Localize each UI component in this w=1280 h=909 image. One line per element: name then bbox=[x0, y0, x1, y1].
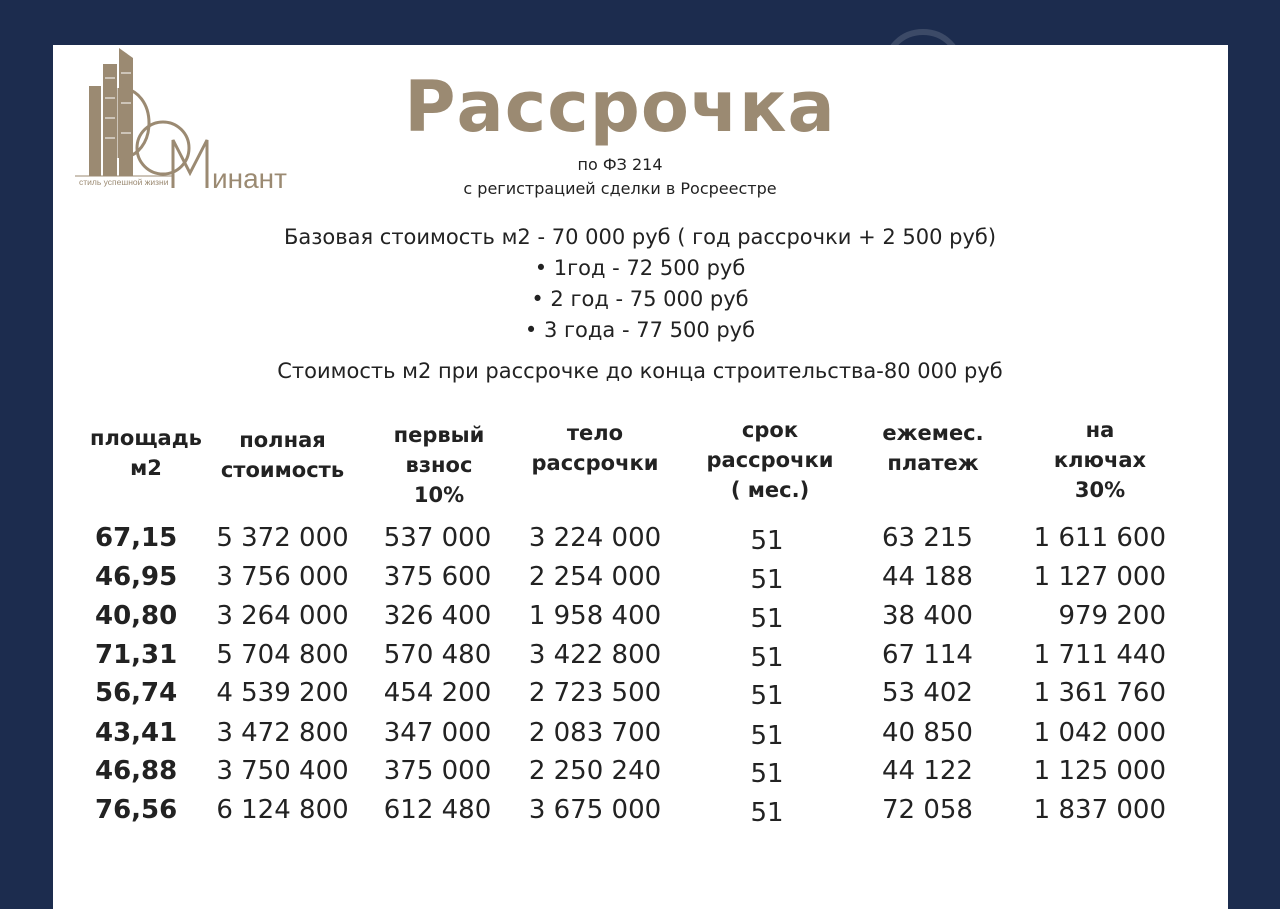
cell-monthly: 63 215 bbox=[882, 523, 973, 553]
house-pin-icon bbox=[878, 28, 968, 118]
cell-installment-body: 2 723 500 bbox=[528, 678, 662, 708]
cell-area: 67,15 bbox=[95, 523, 178, 553]
cell-area: 46,88 bbox=[95, 756, 178, 786]
header-term: срок рассрочки ( мес.) bbox=[706, 418, 834, 502]
cell-area: 43,41 bbox=[95, 718, 178, 748]
completion-price-text: Стоимость м2 при рассрочке до конца строительства-80 000 руб bbox=[277, 359, 1003, 383]
cell-term: 51 bbox=[750, 681, 784, 711]
cell-keys: 1 125 000 bbox=[1033, 756, 1166, 786]
cell-full-price: 3 756 000 bbox=[216, 562, 349, 592]
header-full-price: полная стоимость bbox=[220, 428, 345, 482]
cell-monthly: 72 058 bbox=[882, 795, 973, 825]
svg-text:стиль успешной жизни: стиль успешной жизни bbox=[79, 177, 169, 187]
header-keys: на ключах 30% bbox=[1053, 418, 1147, 502]
page-title: Рассрочка bbox=[404, 66, 836, 148]
cell-installment-body: 2 250 240 bbox=[528, 756, 662, 786]
svg-text:инант: инант bbox=[212, 163, 287, 193]
cell-monthly: 67 114 bbox=[882, 640, 973, 670]
cell-area: 40,80 bbox=[95, 601, 178, 631]
cell-keys: 1 127 000 bbox=[1033, 562, 1166, 592]
watermark-subtitle: НЕДВИЖИМОСТЬ bbox=[978, 90, 1202, 111]
dominant-logo-graphic bbox=[75, 48, 300, 193]
header-area: площадь м2 bbox=[90, 426, 202, 480]
header-first-payment: первый взнос 10% bbox=[393, 423, 485, 507]
cell-monthly: 53 402 bbox=[882, 678, 973, 708]
cell-installment-body: 1 958 400 bbox=[528, 601, 662, 631]
cell-area: 76,56 bbox=[95, 795, 178, 825]
watermark-logo bbox=[878, 28, 1248, 118]
cell-installment-body: 3 675 000 bbox=[528, 795, 662, 825]
cell-full-price: 3 750 400 bbox=[216, 756, 349, 786]
cell-first-payment: 375 600 bbox=[383, 562, 492, 592]
cell-keys: 1 611 600 bbox=[1033, 523, 1166, 553]
cell-keys: 1 361 760 bbox=[1033, 678, 1166, 708]
cell-installment-body: 2 254 000 bbox=[528, 562, 662, 592]
cell-keys: 1 711 440 bbox=[1033, 640, 1166, 670]
cell-monthly: 40 850 bbox=[882, 718, 973, 748]
cell-monthly: 44 188 bbox=[882, 562, 973, 592]
cell-term: 51 bbox=[750, 798, 784, 828]
cell-installment-body: 3 224 000 bbox=[528, 523, 662, 553]
cell-term: 51 bbox=[750, 721, 784, 751]
cell-keys: 979 200 bbox=[1058, 601, 1166, 631]
subtitle-law: по ФЗ 214 bbox=[577, 155, 663, 174]
header-monthly: ежемес. платеж bbox=[882, 421, 984, 475]
cell-full-price: 3 264 000 bbox=[216, 601, 349, 631]
cell-installment-body: 2 083 700 bbox=[528, 718, 662, 748]
cell-first-payment: 454 200 bbox=[383, 678, 492, 708]
cell-full-price: 5 704 800 bbox=[216, 640, 349, 670]
price-bullet-2: • 2 год - 75 000 руб bbox=[531, 287, 749, 311]
cell-monthly: 38 400 bbox=[882, 601, 973, 631]
cell-first-payment: 326 400 bbox=[383, 601, 492, 631]
cell-first-payment: 347 000 bbox=[383, 718, 492, 748]
watermark-name: ONREALT bbox=[978, 40, 1222, 91]
cell-term: 51 bbox=[750, 526, 784, 556]
cell-term: 51 bbox=[750, 604, 784, 634]
price-bullet-3: • 3 года - 77 500 руб bbox=[524, 318, 756, 342]
price-bullet-1: • 1год - 72 500 руб bbox=[534, 256, 746, 280]
cell-term: 51 bbox=[750, 759, 784, 789]
cell-keys: 1 042 000 bbox=[1033, 718, 1166, 748]
base-price-text: Базовая стоимость м2 - 70 000 руб ( год рассрочки + 2 500 руб) bbox=[283, 225, 997, 249]
cell-area: 46,95 bbox=[95, 562, 178, 592]
cell-first-payment: 537 000 bbox=[383, 523, 492, 553]
cell-full-price: 4 539 200 bbox=[216, 678, 349, 708]
cell-first-payment: 375 000 bbox=[383, 756, 492, 786]
header-installment-body: тело рассрочки bbox=[531, 421, 659, 475]
cell-keys: 1 837 000 bbox=[1033, 795, 1166, 825]
cell-term: 51 bbox=[750, 643, 784, 673]
cell-full-price: 6 124 800 bbox=[216, 795, 349, 825]
cell-monthly: 44 122 bbox=[882, 756, 973, 786]
cell-area: 71,31 bbox=[95, 640, 178, 670]
cell-full-price: 3 472 800 bbox=[216, 718, 349, 748]
cell-first-payment: 570 480 bbox=[383, 640, 492, 670]
company-logo bbox=[75, 48, 300, 193]
cell-full-price: 5 372 000 bbox=[216, 523, 349, 553]
subtitle-registration: с регистрацией сделки в Росреестре bbox=[463, 179, 777, 198]
cell-installment-body: 3 422 800 bbox=[528, 640, 662, 670]
cell-term: 51 bbox=[750, 565, 784, 595]
cell-first-payment: 612 480 bbox=[383, 795, 492, 825]
cell-area: 56,74 bbox=[95, 678, 178, 708]
